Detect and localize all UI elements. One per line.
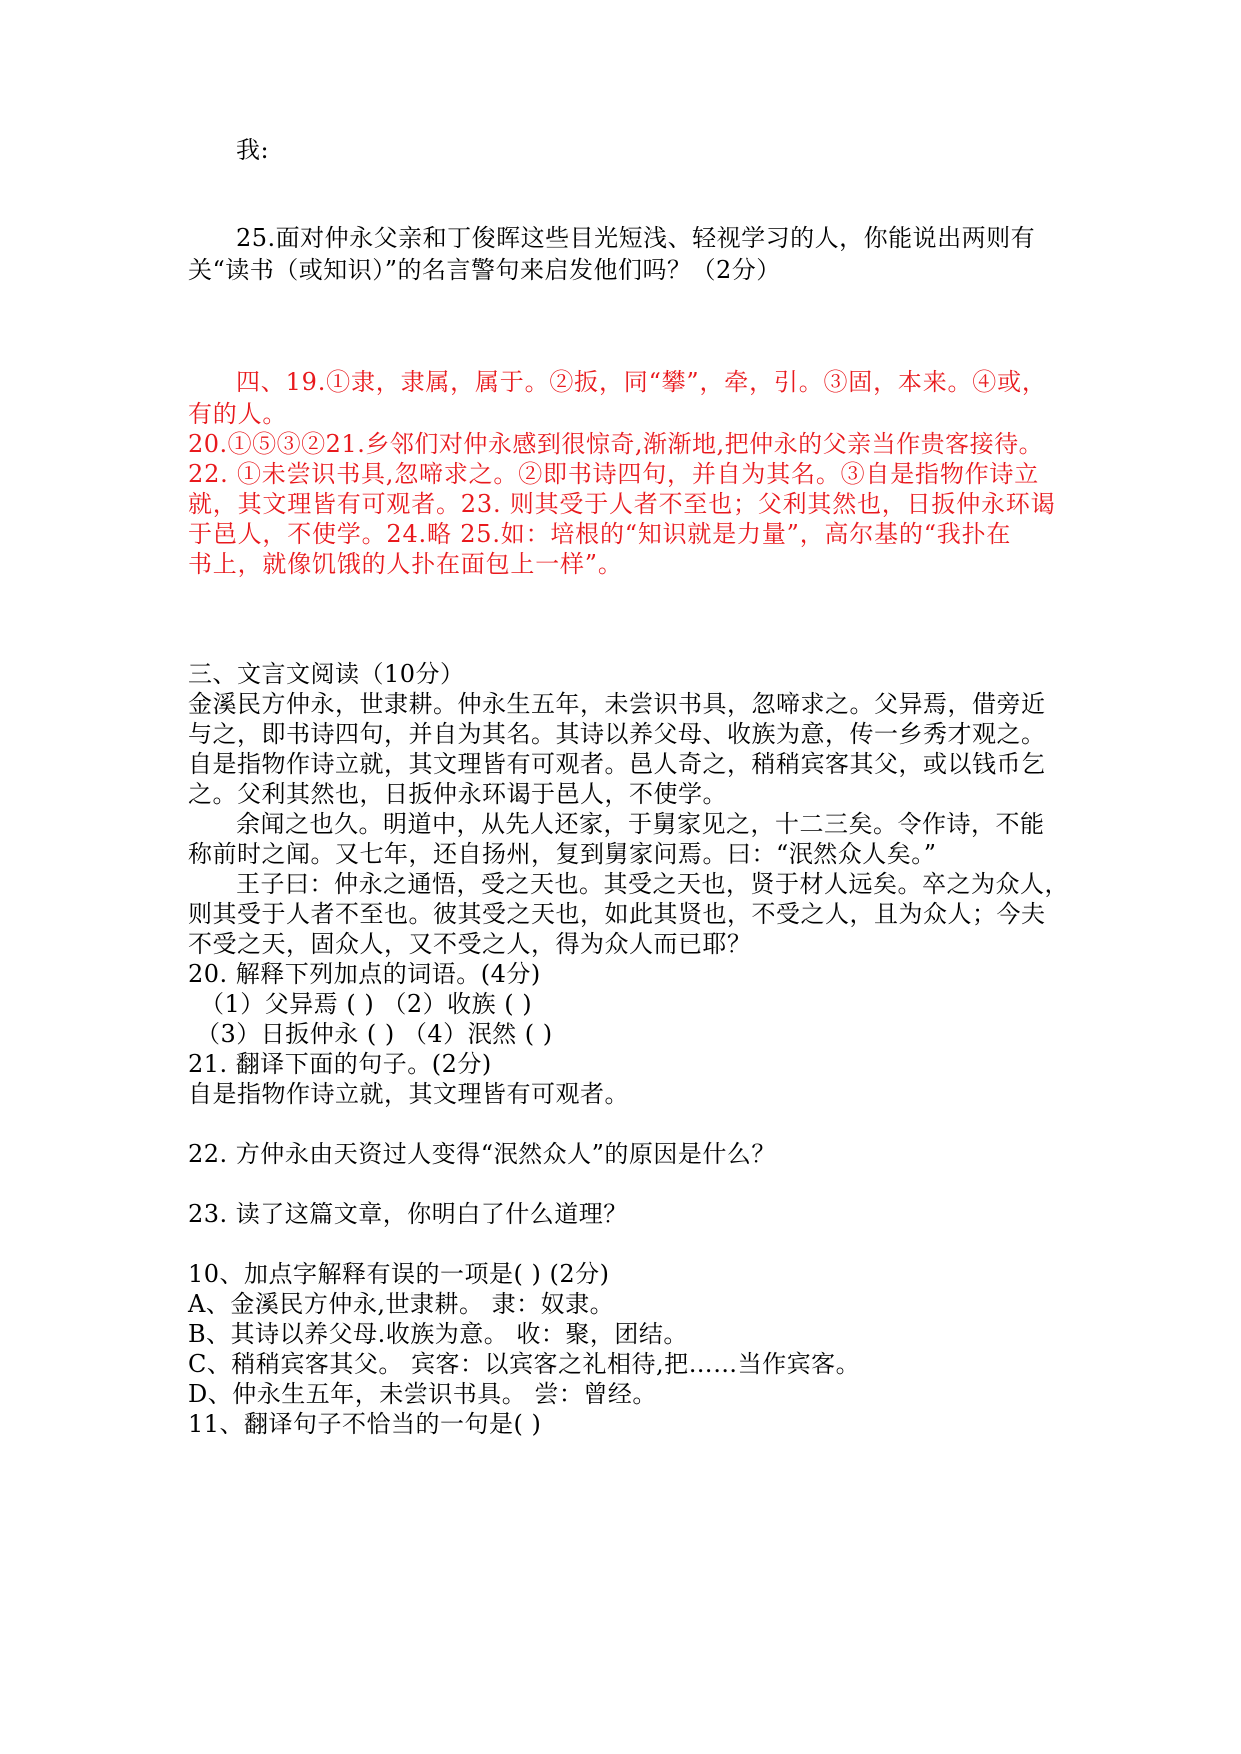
passage-line: 王子曰：仲永之通悟，受之天也。其受之天也，贤于材人远矣。卒之为众人， xyxy=(236,870,1069,898)
question-20: 20. 解释下列加点的词语。(4分) xyxy=(188,960,541,988)
section-heading: 三、文言文阅读（10分） xyxy=(188,660,465,688)
question-10-option-a: A、金溪民方仲永,世隶耕。 隶：奴隶。 xyxy=(188,1290,615,1318)
question-21-text: 自是指物作诗立就，其文理皆有可观者。 xyxy=(188,1080,629,1108)
passage-line: 称前时之闻。又七年，还自扬州，复到舅家问焉。曰：“泯然众人矣。” xyxy=(188,840,937,868)
answer-line: 四、19.①隶，隶属，属于。②扳，同“攀”，牵，引。③固，本来。④或， xyxy=(236,368,1047,396)
answer-line: 书上，就像饥饿的人扑在面包上一样”。 xyxy=(188,550,623,578)
question-22: 22. 方仲永由天资过人变得“泯然众人”的原因是什么？ xyxy=(188,1140,776,1168)
question-10-option-b: B、其诗以养父母.收族为意。 收：聚，团结。 xyxy=(188,1320,688,1348)
question-23: 23. 读了这篇文章，你明白了什么道理？ xyxy=(188,1200,628,1228)
passage-line: 余闻之也久。明道中，从先人还家，于舅家见之，十二三矣。令作诗，不能 xyxy=(236,810,1045,838)
passage-line: 自是指物作诗立就，其文理皆有可观者。邑人奇之，稍稍宾客其父，或以钱币乞 xyxy=(188,750,1046,778)
question-25-line2: 关“读书（或知识）”的名言警句来启发他们吗？（2分） xyxy=(188,256,781,284)
passage-line: 则其受于人者不至也。彼其受之天也，如此其贤也，不受之人，且为众人；今夫 xyxy=(188,900,1046,928)
answer-line: 于邑人，不使学。24.略 25.如：培根的“知识就是力量”，高尔基的“我扑在 xyxy=(188,520,1012,548)
question-25-line1: 25.面对仲永父亲和丁俊晖这些目光短浅、轻视学习的人，你能说出两则有 xyxy=(236,224,1036,252)
question-20-items-a: （1）父异焉 ( ) （2）收族 ( ) xyxy=(200,990,533,1018)
question-20-items-b: （3）日扳仲永 ( ) （4）泯然 ( ) xyxy=(196,1020,553,1048)
answer-label-wo: 我: xyxy=(236,136,270,164)
answer-line: 有的人。 xyxy=(188,400,288,428)
answer-line: 22. ①未尝识书具,忽啼求之。②即书诗四句，并自为其名。③自是指物作诗立 xyxy=(188,460,1040,488)
question-21: 21. 翻译下面的句子。(2分) xyxy=(188,1050,492,1078)
passage-line: 不受之天，固众人，又不受之人，得为众人而已耶？ xyxy=(188,930,752,958)
answer-line: 就，其文理皆有可观者。23. 则其受于人者不至也；父利其然也，日扳仲永环谒 xyxy=(188,490,1056,518)
question-10-option-c: C、稍稍宾客其父。 宾客：以宾客之礼相待,把……当作宾客。 xyxy=(188,1350,861,1378)
question-10-option-d: D、仲永生五年，未尝识书具。 尝：曾经。 xyxy=(188,1380,657,1408)
question-10: 10、加点字解释有误的一项是( ) (2分) xyxy=(188,1260,610,1288)
question-11: 11、翻译句子不恰当的一句是( ) xyxy=(188,1410,542,1438)
passage-line: 金溪民方仲永，世隶耕。仲永生五年，未尝识书具，忽啼求之。父异焉，借旁近 xyxy=(188,690,1046,718)
passage-line: 之。父利其然也，日扳仲永环谒于邑人，不使学。 xyxy=(188,780,727,808)
answer-line: 20.①⑤③②21.乡邻们对仲永感到很惊奇,渐渐地,把仲永的父亲当作贵客接待。 xyxy=(188,430,1044,458)
passage-line: 与之，即书诗四句，并自为其名。其诗以养父母、收族为意，传一乡秀才观之。 xyxy=(188,720,1046,748)
